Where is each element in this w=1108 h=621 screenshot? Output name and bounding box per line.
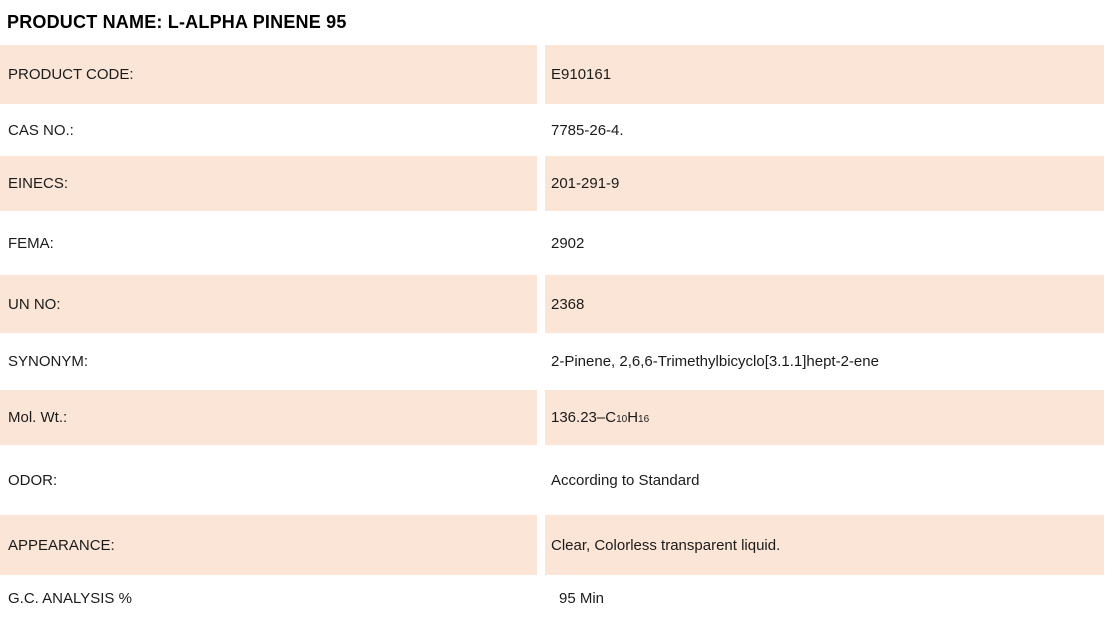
column-gutter [537, 156, 545, 211]
row-label: FEMA: [0, 211, 537, 275]
row-value: 2-Pinene, 2,6,6-Trimethylbicyclo[3.1.1]hept-2-ene [545, 333, 1104, 390]
column-gutter [537, 45, 545, 104]
column-gutter [537, 333, 545, 390]
column-gutter [537, 575, 545, 621]
row-value: 7785-26-4. [545, 104, 1104, 156]
column-gutter [537, 104, 545, 156]
row-value: E910161 [545, 45, 1104, 104]
spec-table [0, 45, 1108, 621]
table-row-einecs [0, 156, 1108, 211]
table-row-un-no [0, 275, 1108, 333]
table-row-odor [0, 445, 1108, 515]
row-label: CAS NO.: [0, 104, 537, 156]
row-value: 2902 [545, 211, 1104, 275]
column-gutter [537, 515, 545, 575]
row-value: 2368 [545, 275, 1104, 333]
table-row-mol-wt [0, 390, 1108, 445]
row-label: UN NO: [0, 275, 537, 333]
column-gutter [537, 275, 545, 333]
page-title: PRODUCT NAME: L-ALPHA PINENE 95 [7, 12, 347, 32]
table-row-fema [0, 211, 1108, 275]
column-gutter [537, 445, 545, 515]
row-label: Mol. Wt.: [0, 390, 537, 445]
row-value: According to Standard [545, 445, 1104, 515]
row-label: PRODUCT CODE: [0, 45, 537, 104]
mol-wt-text: 136.23–C [551, 409, 617, 426]
row-label: ODOR: [0, 445, 537, 515]
row-value: 136.23–C $_{10}$ H $_{16}$ [545, 390, 1104, 445]
table-row-gc-analysis [0, 575, 1108, 621]
row-value: 201-291-9 [545, 156, 1104, 211]
table-row-appearance [0, 515, 1108, 575]
row-value: Clear, Colorless transparent liquid. [545, 515, 1104, 575]
column-gutter [537, 390, 545, 445]
row-value: 95 Min [545, 575, 1104, 621]
column-gutter [537, 211, 545, 275]
mol-wt-element: H [627, 409, 639, 426]
table-row-product-code [0, 45, 1108, 104]
row-label: APPEARANCE: [0, 515, 537, 575]
title-bar [0, 0, 1108, 45]
row-label: SYNONYM: [0, 333, 537, 390]
table-row-cas-no [0, 104, 1108, 156]
row-label: G.C. ANALYSIS % [0, 575, 537, 621]
table-row-synonym [0, 333, 1108, 390]
row-label: EINECS: [0, 156, 537, 211]
